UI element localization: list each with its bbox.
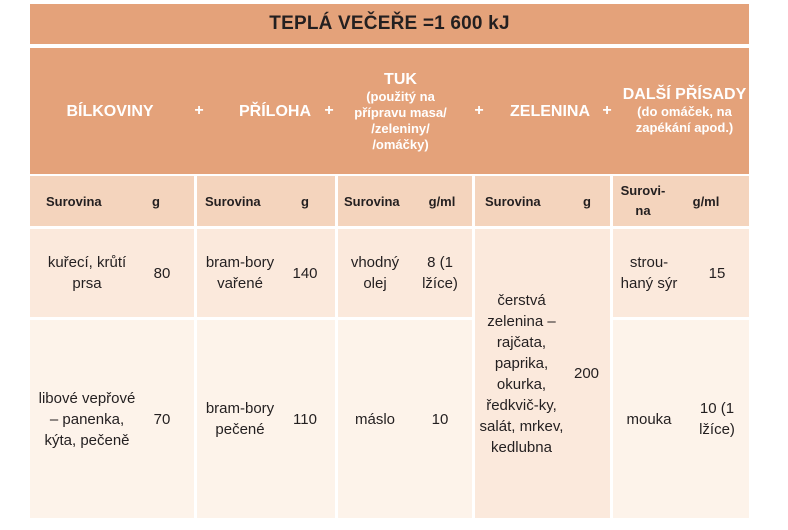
col-header-fat bbox=[338, 176, 472, 226]
group-header-proteins bbox=[40, 48, 180, 174]
vegetables-cell bbox=[475, 229, 610, 518]
col-header-side bbox=[197, 176, 335, 226]
col-header-item: Surovina bbox=[46, 193, 102, 209]
group-header-side bbox=[220, 48, 330, 174]
table-row-1-proteins bbox=[30, 229, 194, 317]
group-label: BÍLKOVINY bbox=[66, 102, 154, 120]
col-header-proteins bbox=[30, 176, 194, 226]
table-title: TEPLÁ VEČEŘE =1 600 kJ bbox=[30, 4, 749, 44]
cell-item: mouka bbox=[626, 410, 672, 428]
cell-amount: 8 (1 lžíce) bbox=[422, 254, 458, 292]
group-header-fat bbox=[343, 52, 458, 170]
cell-amount: 70 bbox=[153, 410, 171, 428]
cell-item: bram-bory vařené bbox=[205, 254, 275, 292]
cell-amount: 140 bbox=[292, 264, 318, 282]
group-label: DALŠÍ PŘÍSADY bbox=[622, 85, 747, 103]
meal-table bbox=[30, 4, 749, 526]
col-header-unit: g bbox=[583, 193, 591, 209]
group-header-extras bbox=[620, 62, 749, 158]
col-header-unit: g bbox=[301, 193, 309, 209]
plus-sign: + bbox=[324, 102, 334, 119]
col-header-item: Surovina bbox=[485, 193, 541, 209]
cell-item: vhodný olej bbox=[350, 254, 400, 292]
cell-amount: 200 bbox=[573, 365, 600, 382]
col-header-extras bbox=[613, 176, 749, 226]
col-header-item: Surovina bbox=[205, 193, 261, 209]
col-header-unit: g/ml bbox=[692, 193, 720, 209]
group-label: ZELENINA bbox=[510, 102, 590, 120]
cell-amount: 80 bbox=[153, 264, 171, 282]
cell-item: strou-haný sýr bbox=[620, 254, 678, 292]
col-header-unit: g/ml bbox=[428, 193, 456, 209]
plus-sign: + bbox=[474, 102, 484, 119]
table-row-1-extras bbox=[613, 229, 749, 317]
cell-amount: 110 bbox=[293, 410, 317, 428]
col-header-item: Surovina bbox=[344, 193, 400, 209]
group-header-vegetables bbox=[495, 48, 605, 174]
plus-sign: + bbox=[602, 102, 612, 119]
cell-item: libové vepřové – panenka, kýta, pečeně bbox=[38, 389, 136, 449]
group-sublabel: (do omáček, na zapékání apod.) bbox=[635, 103, 734, 135]
group-label: PŘÍLOHA bbox=[239, 102, 311, 120]
table-row-1-side bbox=[197, 229, 335, 317]
table-row-2-extras bbox=[613, 320, 749, 518]
col-header-item: Surovi-na bbox=[620, 183, 666, 218]
cell-amount: 10 bbox=[431, 410, 449, 428]
table-row-2-side bbox=[197, 320, 335, 518]
table-row-2-proteins bbox=[30, 320, 194, 518]
plus-sign: + bbox=[194, 102, 204, 119]
table-row-1-fat bbox=[338, 229, 472, 317]
cell-amount: 10 (1 lžíce) bbox=[699, 400, 735, 438]
group-sublabel: (použitý na přípravu masa/ /zeleniny/ /omáčky) bbox=[354, 88, 447, 152]
cell-item: bram-bory pečené bbox=[205, 400, 275, 438]
col-header-vegetables bbox=[475, 176, 610, 226]
col-header-unit: g bbox=[152, 193, 160, 209]
cell-item: máslo bbox=[354, 410, 395, 428]
cell-item: kuřecí, krůtí prsa bbox=[47, 254, 127, 292]
cell-amount: 15 bbox=[708, 264, 726, 282]
group-label: TUK bbox=[384, 70, 417, 88]
table-row-2-fat bbox=[338, 320, 472, 518]
cell-item: čerstvá zelenina – rajčata, paprika, okurka, ředkvič-ky, salát, mrkev, kedlubna bbox=[479, 291, 564, 456]
